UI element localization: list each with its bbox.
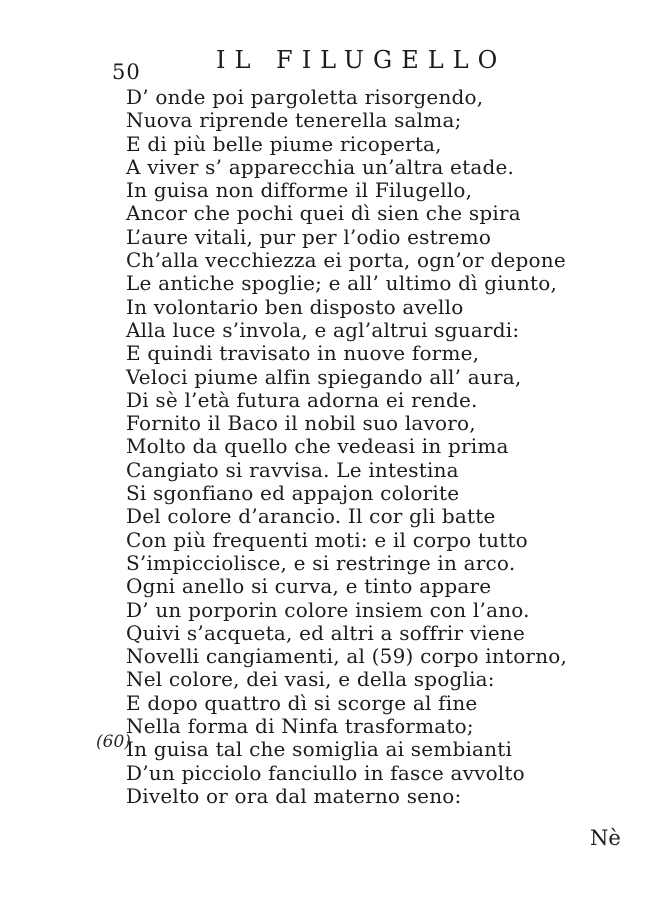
- catchword: Nè: [590, 826, 621, 850]
- verse-line: In guisa non difforme il Filugello,: [126, 178, 473, 203]
- verse-line: Molto da quello che vedeasi in prima: [126, 434, 509, 459]
- verse-line: Del colore d’arancio. Il cor gli batte: [126, 504, 496, 529]
- verse-line: E di più belle piume ricoperta,: [126, 131, 442, 156]
- running-title: IL FILUGELLO: [216, 46, 507, 74]
- verse-line: D’ onde poi pargoletta risorgendo,: [126, 85, 484, 109]
- verse-line: E dopo quattro dì si scorge al fine: [126, 690, 478, 715]
- verse-line: Novelli cangiamenti, al (59) corpo intorno,: [126, 644, 568, 669]
- verse-line: Quivi s’acqueta, ed altri a soffrir viene: [126, 620, 526, 645]
- verse-line: D’ un porporin colore insiem con l’ano.: [126, 597, 530, 622]
- verse-line: S’impicciolisce, e si restringe in arco.: [126, 550, 516, 575]
- verse-line: Nel colore, dei vasi, e della spoglia:: [126, 667, 495, 692]
- verse-line: D’un picciolo fanciullo in fasce avvolto: [126, 760, 525, 785]
- verse-line: Nella forma di Ninfa trasformato;: [126, 714, 474, 739]
- verse-line: Alla luce s’invola, e agl’altrui sguardi:: [126, 317, 520, 342]
- verse-line: Ancor che pochi quei dì sien che spira: [126, 201, 521, 226]
- verse-line: Le antiche spoglie; e all’ ultimo dì giunto,: [126, 271, 558, 296]
- verse-line: Veloci piume alfin spiegando all’ aura,: [126, 364, 522, 389]
- verse-line: In guisa tal che somiglia ai sembianti: [126, 737, 513, 762]
- verse-line: E quindi travisato in nuove forme,: [126, 341, 480, 366]
- verse-line: Fornito il Baco il nobil suo lavoro,: [126, 411, 476, 436]
- verse-block: [126, 86, 646, 808]
- verse-line: Divelto or ora dal materno seno:: [126, 783, 462, 808]
- verse-line: In volontario ben disposto avello: [126, 294, 464, 319]
- margin-footnote-marker: (60): [96, 732, 131, 752]
- verse-line: A viver s’ apparecchia un’altra etade.: [126, 154, 515, 179]
- verse-line: L’aure vitali, pur per l’odio estremo: [126, 224, 492, 249]
- verse-line: Si sgonfiano ed appajon colorite: [126, 481, 460, 506]
- page-number: 50: [112, 60, 141, 84]
- verse-line: Di sè l’età futura adorna ei rende.: [126, 387, 478, 412]
- verse-line: Ch’alla vecchiezza ei porta, ogn’or depone: [126, 248, 566, 273]
- verse-line: Con più frequenti moti: e il corpo tutto: [126, 527, 528, 552]
- verse-line: Cangiato si ravvisa. Le intestina: [126, 457, 459, 482]
- verse-line: Ogni anello si curva, e tinto appare: [126, 574, 492, 599]
- verse-line: Nuova riprende tenerella salma;: [126, 108, 462, 133]
